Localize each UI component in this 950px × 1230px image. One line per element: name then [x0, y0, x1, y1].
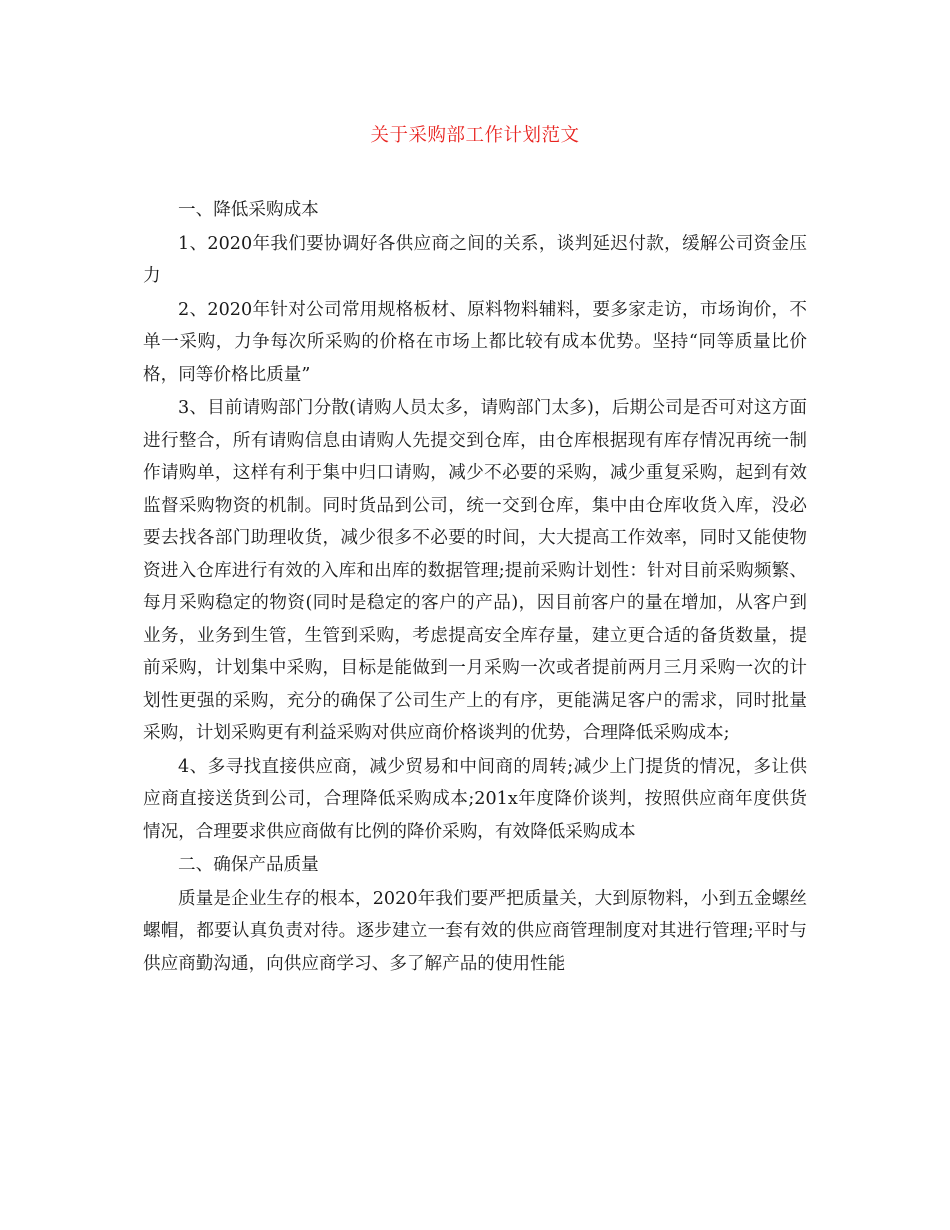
- paragraph-item-3: 3、目前请购部门分散(请购人员太多，请购部门太多)，后期公司是否可对这方面进行整合，所有请购信息由请购人先提交到仓库，由仓库根据现有库存情况再统一制作请购单，这样有利于集中归口请购，减少不必要的采购，减少重复采购，起到有效监督采购物资的机制。同时货品到公司，统一交到仓库，集中由仓库收货入库，没必要去找各部门助理收货，减少很多不必要的时间，大大提高工作效率，同时又能使物资进入仓库进行有效的入库和出库的数据管理;提前采购计划性：针对目前采购频繁、每月采购稳定的物资(同时是稳定的客户的产品)，因目前客户的量在增加，从客户到业务，业务到生管，生管到采购，考虑提高安全库存量，建立更合适的备货数量，提前采购，计划集中采购，目标是能做到一月采购一次或者提前两月三月采购一次的计划性更强的采购，充分的确保了公司生产上的有序，更能满足客户的需求，同时批量采购，计划采购更有利益采购对供应商价格谈判的优势，合理降低采购成本;: [143, 398, 807, 743]
- paragraph-item-2: 2、2020年针对公司常用规格板材、原料物料辅料，要多家走访，市场询价，不单一采购，力争每次所采购的价格在市场上都比较有成本优势。坚持“同等质量比价格，同等价格比质量”: [143, 299, 807, 385]
- section-heading-quality: 二、确保产品质量: [178, 855, 319, 875]
- document-body: [143, 194, 807, 981]
- paragraph-item-1: 1、2020年我们要协调好各供应商之间的关系，谈判延迟付款，缓解公司资金压力: [143, 233, 807, 286]
- document-title: 关于采购部工作计划范文: [370, 125, 580, 146]
- section-heading-reduce-cost: 一、降低采购成本: [178, 200, 319, 220]
- paragraph-quality: 质量是企业生存的根本，2020年我们要严把质量关，大到原物料，小到五金螺丝螺帽，都要认真负责对待。逐步建立一套有效的供应商管理制度对其进行管理;平时与供应商勤沟通，向供应商学习、多了解产品的使用性能: [143, 888, 807, 974]
- paragraph-item-4: 4、多寻找直接供应商，减少贸易和中间商的周转;减少上门提货的情况，多让供应商直接送货到公司，合理降低采购成本;201x年度降价谈判，按照供应商年度供货情况，合理要求供应商做有比例的降价采购，有效降低采购成本: [143, 756, 807, 842]
